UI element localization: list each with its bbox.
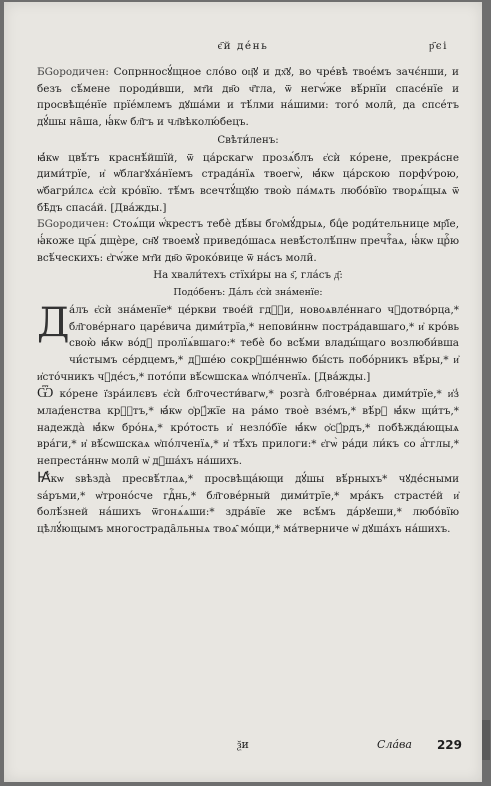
theotokion-2-label: БGородичен: [37,218,109,231]
page-number: 229 [436,738,462,752]
page-footer [4,738,482,758]
adjacent-page-edge [482,720,490,760]
stichera-heading: На хвали́техъ стїхи́ры на ѕ҃, гла́съ д҃: [153,270,343,282]
theotokion-1-text: Сопрнносꙋ́щное сло́во оц҃ꙋ и дх҃ꙋ, во чре́вѣ твое́мъ зачє́нши, и безъ сѣ́мене породи́вши, мт҃и дв҃о ч҃тла, ѿ негѡ́же вѣ́рнїи спасе́нїе и просвѣще́нїе прїе́млемъ дꙋша́ми и тѣ́лми на́шими: того́ моли̑, да спсе́тъ дꙋ́шы на̑ша, ꙗ҆́кѡ бл҃гъ и чл҃вѣколю́бецъ. [37,66,459,129]
running-head [4,40,482,52]
stichera-2 [37,385,459,470]
svetilen-text: ꙗ҆́кѡ цвѣ́тъ краснѣ́йшїй, ѿ ца́рскагѡ прозѧ́блъ є҆сѝ ко́рене, прекра́сне дими́трїе, и҆ ѡ҆благꙋха́нїемъ страда́нїѧ твоегѡ̀, ꙗ҆́кѡ ца́рскою порфѵ́рою, ѡ҆багри́лсѧ є҆сѝ кро́вїю. тѣ́мъ всечтꙋ́щꙋю твою̀ па́мѧть любо́вїю творѧ́щыѧ ѿ бѣ̑дъ спаса́й. [Два́жды.] [37,151,459,214]
running-head-title: є҃й де́нь [217,40,269,52]
theotokion-2-text: Стоѧ́щи ѡ҆́крестъ тебѐ дѣ́вы бго҆мꙋ́дрыѧ, бцⷣе роди́тельнице мр҃їе, ꙗ҆́коже цр҃ѧ́ дщѐре, сн҃ꙋ твоемꙋ̀ приведо́шасѧ невѣ́столѣ́пнѡ пречтⷭ҇аѧ, ꙗ҆́кѡ црⷭ҇ю всѣ́ческихъ: є҆гѡ́же мт҃и дв҃о ѿроко́вице ѿ на́съ моли̑. [37,218,459,264]
stichera-1 [37,299,459,386]
running-head-folio: р҃єі [429,40,448,52]
theotokion-1 [37,64,459,131]
stichera-2-text: ко́рене ї҆зра́илєвъ є҆сѝ бл҃гочести́вагѡ,* розга̀ бл҃гове́рнаѧ дими́трїе,* и҆з̾ млад́енства крⷭ҇тъ,* ꙗ҆́кѡ ѻ҆рꙋ́жїе на ра́мо твоѐ взе́мъ,* вѣ́рꙋ ꙗ҆́кѡ щи́тъ,* надежда̀ ꙗ҆́кѡ бро́нѧ,* кро́тость и҆ незло́бїе ꙗ҆́кѡ ѻ҆сꙋ́рдъ,* побѣжда́ющыѧ вра́ги,* и҆ вѣ́сѡшскаѧ ѡ҆по́лченїѧ,* и҆ тѣ́хъ прилоги:* є҆гѡ̀ ра́ди ли́къ со а҆́гглы,* непреста́ннѡ моли̑ ѡ҆ дꙋша́хъ на́шихъ. [37,388,459,468]
stichera-3-text: ́кѡ ѕвѣзда̀ пресвѣ́тлаѧ,* просвѣща́ющи дꙋ́шы вѣ́рныхъ* чꙋде́сными ѕа́ръми,* ѡ҆троно́сче гдⷭ҇нь,* бл҃гове́рный дими́трїе,* мра́къ страсте́й и҆ болѣ́зней на́шихъ ѿгонѧ́ѧши:* здра́вїе же всѣ́мъ да́рꙋеши,* любо́вїю цѣлꙋ́ющымъ многострада̑льныѧ твоѧ̑ мо́щи,* ма́тверниче ѡ҆ дꙋша́хъ на́шихъ. [37,472,459,535]
stichera-1-initial: Д [37,299,70,346]
theotokion-2 [37,216,459,266]
signature-mark: ѯи [237,738,249,751]
catchword: Сла́ва [377,738,412,751]
page-text [37,64,459,538]
stichera-3 [37,470,459,538]
book-page [4,2,482,782]
stichera-3-initial: Ꙗ҆ [37,469,51,486]
svetilen-heading: Свѣти́ленъ: [217,134,279,146]
stichera-2-initial: Ѿ [37,385,54,402]
stichera-1-text: а́лъ є҆сѝ зна́менїе* це́ркви твое́й гдⷭ҇и, новоѧвле́ннаго чꙋдотво́рца,* бл҃гове́рнаго царе́вича дими́трїа,* непови́ннѡ постра́давшаго,* и҆ кро́вь свою̀ ꙗ҆́кѡ во́дꙋ пролїѧ́вшаго:* тебѐ бо всѣ́ми влады́щаго возлюби́вша чи́стымъ се́рдцемъ,* дꙋше́ю сокрꙋше́ннѡю бы́сть побо́рникъ вѣ́ры,* и҆ и҆сто́чникъ чꙋде́съ,* пото́пи вѣ́сѡшскаѧ ѡ҆по́лченїѧ. [Два́жды.] [37,303,459,383]
theotokion-1-label: БGородичен: [37,66,109,78]
podoben-heading: Подо́бенъ: Да́лъ є҆сѝ зна́менїе: [173,287,323,299]
